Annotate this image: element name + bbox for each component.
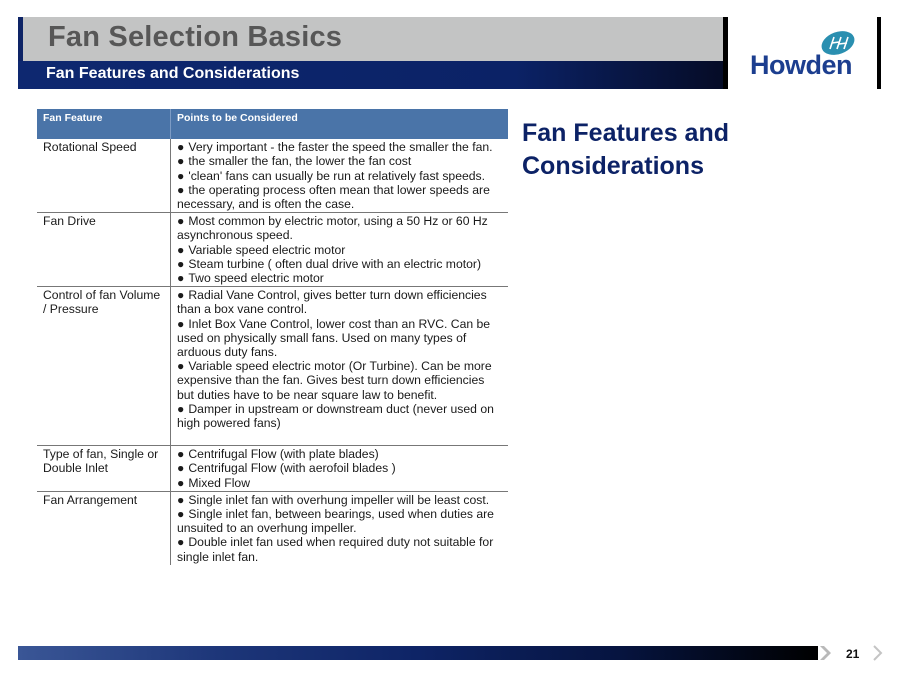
slide-title: Fan Selection Basics (48, 21, 343, 53)
bullet-icon: ● (177, 288, 185, 303)
point-item: ● the operating process often mean that lower speeds are necessary, and is often the case. (177, 182, 490, 212)
point-item: ● Single inlet fan, between bearings, used when duties are unsuited to an overhung impeller. (177, 507, 494, 536)
point-item: ● the smaller the fan, the lower the fan cost (177, 154, 412, 169)
point-item: ● Most common by electric motor, using a 50 Hz or 60 Hz asynchronous speed. (177, 214, 488, 243)
point-item: ● Single inlet fan with overhung impeller will be least cost. (177, 492, 490, 507)
chevron-right-icon (818, 645, 832, 666)
bullet-icon: ● (177, 401, 185, 416)
howden-logo (748, 28, 860, 84)
bullet-icon: ● (177, 535, 185, 550)
table-row (37, 491, 508, 565)
column-header-points: Points to be Considered (171, 109, 509, 139)
logo-wordmark: Howden (750, 50, 852, 80)
header-right-divider (877, 17, 881, 89)
point-item: ● Mixed Flow (177, 475, 251, 490)
bullet-icon: ● (177, 214, 185, 229)
point-item: ● Centrifugal Flow (with plate blades) (177, 447, 379, 462)
table-row (37, 446, 508, 492)
point-item: ● Inlet Box Vane Control, lower cost than an RVC. Can be used on physically small fans. Used on many types of arduous duty fans. (177, 316, 491, 360)
next-chevron-icon (871, 645, 885, 666)
bullet-icon: ● (177, 447, 185, 462)
bullet-icon: ● (177, 507, 185, 522)
feature-cell: Control of fan Volume / Pressure (37, 287, 171, 446)
point-item: ● Variable speed electric motor (Or Turbine). Can be more expensive than the fan. Gives best turn down efficiencies but duties have to be near square law to benefit. (177, 359, 492, 402)
bullet-icon: ● (177, 492, 185, 507)
points-cell (171, 491, 509, 565)
points-cell (171, 287, 509, 446)
feature-cell: Fan Arrangement (37, 491, 171, 565)
fan-features-table (37, 109, 508, 565)
page-number: 21 (846, 647, 860, 661)
table-header-row (37, 109, 508, 139)
bullet-icon: ● (177, 182, 185, 197)
point-item: ● Very important - the faster the speed the smaller the fan. (177, 140, 493, 155)
bullet-icon: ● (177, 168, 185, 183)
point-item: ● Variable speed electric motor (177, 242, 346, 257)
feature-cell: Rotational Speed (37, 139, 171, 213)
feature-cell: Fan Drive (37, 213, 171, 287)
point-item: ● Damper in upstream or downstream duct (never used on high powered fans) (177, 401, 494, 431)
point-item: ● Double inlet fan used when required duty not suitable for single inlet fan. (177, 535, 494, 564)
bullet-icon: ● (177, 140, 185, 155)
bullet-icon: ● (177, 154, 185, 169)
column-header-feature: Fan Feature (37, 109, 171, 139)
side-heading: Fan Features and Considerations (522, 119, 729, 180)
table-row (37, 287, 508, 446)
bullet-icon: ● (177, 461, 185, 476)
header-edge-divider (723, 17, 728, 89)
bullet-icon: ● (177, 242, 185, 257)
footer-bar (18, 646, 818, 660)
point-item: ● Centrifugal Flow (with aerofoil blades ) (177, 461, 396, 476)
points-cell (171, 446, 509, 492)
bullet-icon: ● (177, 256, 185, 271)
bullet-icon: ● (177, 359, 185, 374)
table-row (37, 213, 508, 287)
bullet-icon: ● (177, 475, 185, 490)
point-item: ● Radial Vane Control, gives better turn down efficiencies than a box vane control. (177, 288, 487, 317)
feature-cell: Type of fan, Single or Double Inlet (37, 446, 171, 492)
points-cell (171, 139, 509, 213)
point-item: ● 'clean' fans can usually be run at relatively fast speeds. (177, 168, 486, 183)
table-row (37, 139, 508, 213)
subtitle-band (18, 61, 728, 89)
points-cell (171, 213, 509, 287)
point-item: ● Steam turbine ( often dual drive with an electric motor) (177, 256, 482, 271)
bullet-icon: ● (177, 316, 185, 331)
slide-subtitle: Fan Features and Considerations (46, 65, 300, 82)
point-item: ● Two speed electric motor (177, 271, 324, 286)
bullet-icon: ● (177, 271, 185, 286)
